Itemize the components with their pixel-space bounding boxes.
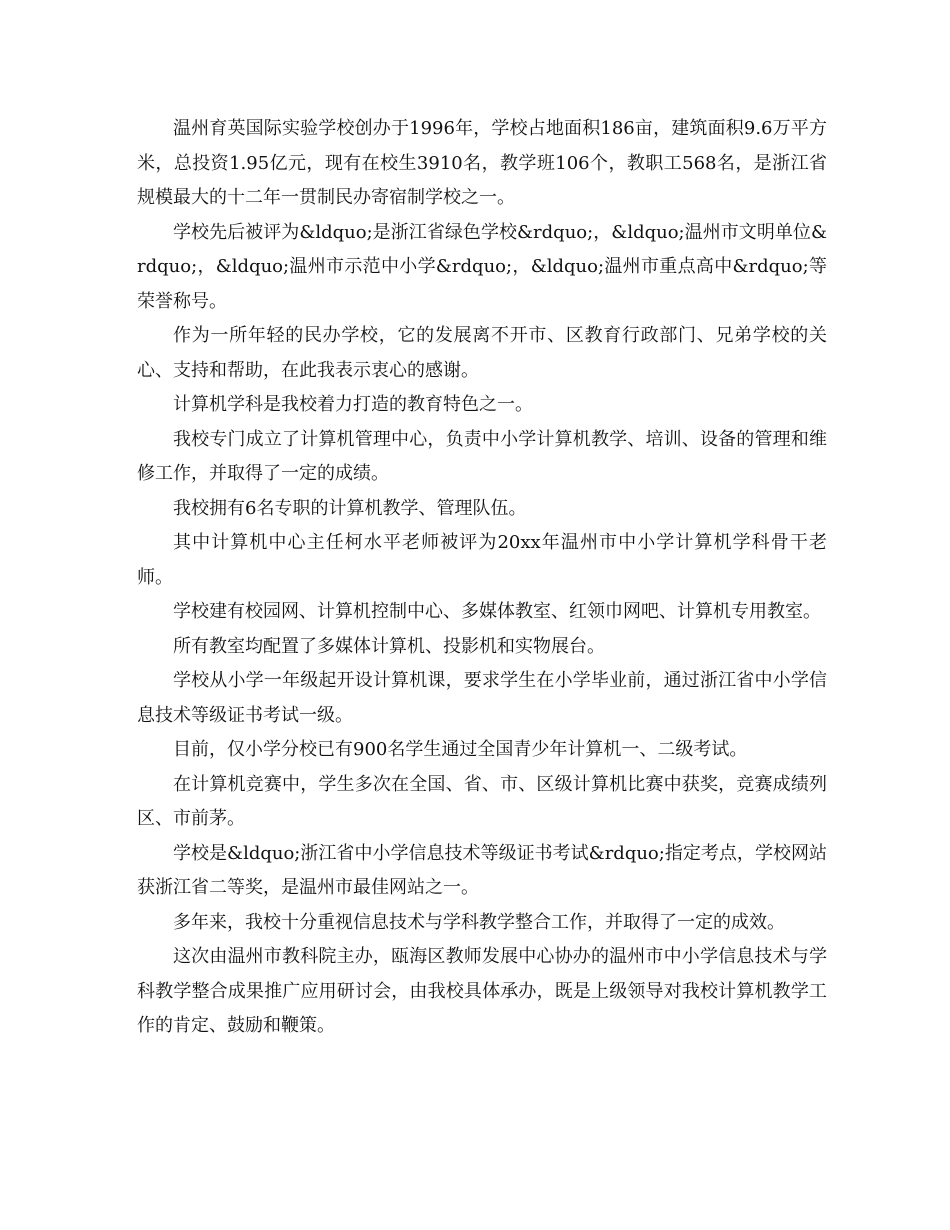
paragraph: 多年来，我校十分重视信息技术与学科教学整合工作，并取得了一定的成效。 [173, 911, 785, 933]
paragraph: 我校专门成立了计算机管理中心，负责中小学计算机教学、培训、设备的管理和维修工作，并取得了一定的成绩。 [137, 428, 827, 484]
paragraph: 作为一所年轻的民办学校，它的发展离不开市、区教育行政部门、兄弟学校的关心、支持和帮助，在此我表示衷心的感谢。 [137, 325, 827, 381]
document-page [137, 112, 827, 1044]
paragraph: 学校建有校园网、计算机控制中心、多媒体教室、红领巾网吧、计算机专用教室。 [173, 601, 821, 622]
paragraph: 这次由温州市教科院主办，瓯海区教师发展中心协办的温州市中小学信息技术与学科教学整合成果推广应用研讨会，由我校具体承办，既是上级领导对我校计算机教学工作的肯定、鼓励和鞭策。 [137, 946, 827, 1036]
paragraph: 学校先后被评为&ldquo;是浙江省绿色学校&rdquo;，&ldquo;温州市文明单位&rdquo;，&ldquo;温州市示范中小学&rdquo;，&ldquo;温州市重点高中&rdquo;等荣誉称号。 [137, 221, 827, 312]
paragraph: 学校是&ldquo;浙江省中小学信息技术等级证书考试&rdquo;指定考点，学校网站获浙江省二等奖，是温州市最佳网站之一。 [137, 842, 827, 898]
paragraph: 计算机学科是我校着力打造的教育特色之一。 [173, 394, 533, 415]
paragraph: 在计算机竞赛中，学生多次在全国、省、市、区级计算机比赛中获奖，竞赛成绩列区、市前茅。 [137, 773, 827, 829]
paragraph: 我校拥有6名专职的计算机教学、管理队伍。 [173, 497, 527, 519]
paragraph: 所有教室均配置了多媒体计算机、投影机和实物展台。 [173, 635, 605, 657]
paragraph: 学校从小学一年级起开设计算机课，要求学生在小学毕业前，通过浙江省中小学信息技术等级证书考试一级。 [137, 670, 827, 726]
paragraph: 其中计算机中心主任柯水平老师被评为20xx年温州市中小学计算机学科骨干老师。 [137, 532, 827, 588]
paragraph: 目前，仅小学分校已有900名学生通过全国青少年计算机一、二级考试。 [173, 739, 748, 760]
paragraph: 温州育英国际实验学校创办于1996年，学校占地面积186亩，建筑面积9.6万平方米，总投资1.95亿元，现有在校生3910名，教学班106个，教职工568名，是浙江省规模最大的十二年一贯制民办寄宿制学校之一。 [137, 118, 827, 208]
